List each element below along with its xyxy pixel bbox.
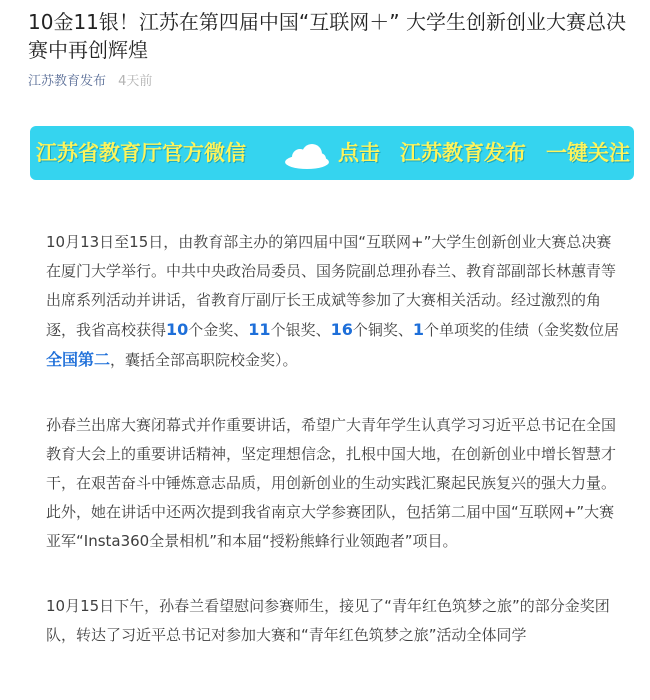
paragraph-2: 孙春兰出席大赛闭幕式并作重要讲话，希望广大青年学生认真学习习近平总书记在全国教育大会上的重要讲话精神，坚定理想信念，扎根中国大地，在创新创业中增长智慧才干，在艰苦奋斗中锤炼意志品质，用创新创业的生动实践汇聚起民族复兴的强大力量。此外，她在讲话中还两次提到我省南京大学参赛团队，包括第二届中国“互联网+”大赛亚军“Insta360全景相机”和本届“授粉熊蜂行业领跑者”项目。 xyxy=(46,416,617,550)
banner-official-label: 江苏省教育厅官方微信 xyxy=(36,141,246,165)
p1-text-a: 10月13日至15日，由教育部主办的第四届中国“互联网+”大学生创新创业大赛总决赛在厦门大学举行。中共中央政治局委员、国务院副总理孙春兰、教育部副部长林蕙青等出席系列活动并讲话，省教育厅副厅长王成斌等参加了大赛相关活动。经过激烈的角逐，我省高校获得 xyxy=(46,233,617,339)
silver-count: 11 xyxy=(248,320,271,339)
article-meta xyxy=(28,72,152,92)
follow-banner[interactable] xyxy=(30,126,634,180)
article-title: 10金11银！江苏在第四届中国“互联网＋” 大学生创新创业大赛总决赛中再创辉煌 xyxy=(28,10,626,62)
publish-time: 4天前 xyxy=(118,74,153,89)
single-award-count: 1 xyxy=(412,320,424,339)
paragraph-3: 10月15日下午，孙春兰看望慰问参赛师生，接见了“青年红色筑梦之旅”的部分金奖团队，转达了习近平总书记对参加大赛和“青年红色筑梦之旅”活动全体同学 xyxy=(46,597,610,644)
article-body xyxy=(46,228,626,650)
p1-text-d: 个铜奖、 xyxy=(352,321,413,339)
author-link[interactable]: 江苏教育发布 xyxy=(28,74,107,89)
p1-text-b: 个金奖、 xyxy=(188,321,249,339)
banner-follow-label: 一键关注 xyxy=(546,141,630,165)
banner-click-label: 点击 xyxy=(338,141,380,165)
paragraph-1 xyxy=(46,228,626,375)
cloud-icon xyxy=(282,142,332,170)
national-rank: 全国第二 xyxy=(46,350,111,369)
p1-text-f: ，囊括全部高职院校金奖）。 xyxy=(110,351,298,369)
bronze-count: 16 xyxy=(330,320,353,339)
p1-text-e: 个单项奖的佳绩（金奖数位居 xyxy=(424,321,620,339)
p1-text-c: 个银奖、 xyxy=(270,321,331,339)
gold-count: 10 xyxy=(166,320,189,339)
banner-account-name: 江苏教育发布 xyxy=(400,141,526,165)
